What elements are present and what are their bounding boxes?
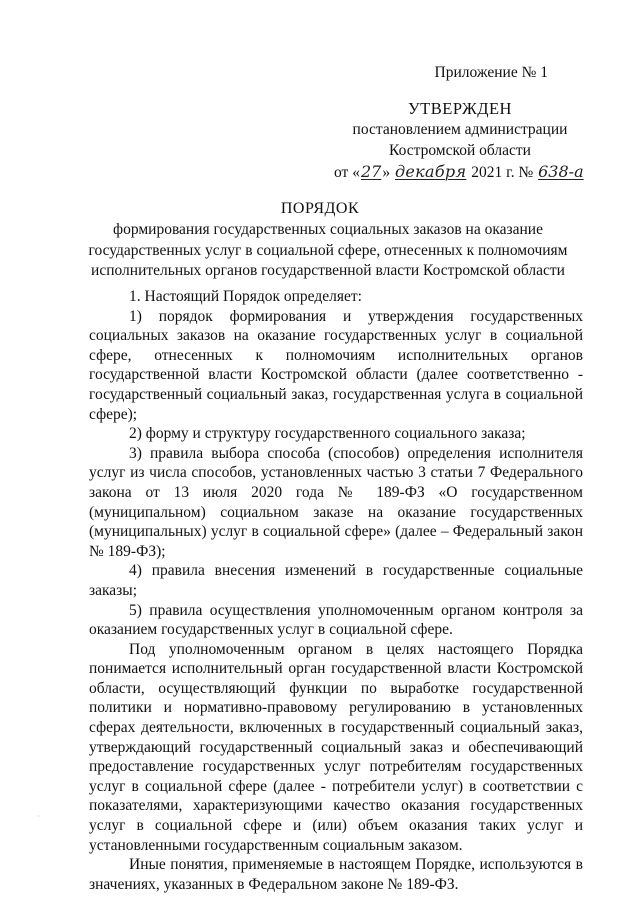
subtitle-line-2: государственных услуг в социальной сфере, отнесенных к полномочиям: [88, 241, 568, 259]
date-year: 2021 г. №: [471, 164, 534, 181]
approved-heading: УТВЕРЖДЕН: [408, 99, 512, 118]
document-subtitle: [78, 220, 578, 282]
paragraph-intro: 1. Настоящий Порядок определяет:: [129, 288, 362, 305]
paragraph-other-terms: Иные понятия, применяемые в настоящем Порядке, используются в значениях, указанных в Федеральном законе № 189-ФЗ.: [89, 856, 583, 893]
scan-artifact-mark: ·: [37, 812, 40, 821]
date-prefix: от «: [334, 164, 360, 181]
approval-block: [334, 98, 584, 183]
subtitle-line-3: исполнительных органов государственной власти Костромской области: [91, 262, 565, 279]
document-title: ПОРЯДОК: [280, 200, 360, 217]
date-quote-close: »: [382, 164, 391, 181]
paragraph-item-4: 4) правила внесения изменений в государственные социальные заказы;: [89, 562, 583, 599]
paragraph-item-5: 5) правила осуществления уполномоченным органом контроля за оказанием государственных услуг в социальной сфере.: [89, 601, 583, 639]
subtitle-line-1: формирования государственных социальных заказов на оказание: [113, 221, 543, 238]
paragraph-item-2: 2) форму и структуру государственного социального заказа;: [129, 425, 526, 443]
document-body: [89, 287, 583, 894]
appendix-label: Приложение № 1: [434, 64, 548, 81]
handwritten-month: декабря: [394, 162, 467, 181]
approved-by-line-2: Костромской области: [389, 142, 531, 159]
handwritten-decree-number: 638-а: [538, 162, 584, 181]
paragraph-item-1: 1) порядок формирования и утверждения государственных социальных заказов на оказание государственных услуг в социальной сфере, отнесенных к полномочиям исполнительных органов государственной власти Костромской области (далее соответственно - государственный социальный заказ, государственная услуга в социальной сфере);: [89, 307, 583, 423]
decree-date-line: [334, 161, 584, 183]
paragraph-item-3: 3) правила выбора способа (способов) определения исполнителя услуг из числа способов, установленных частью 3 статьи 7 Федерального закона от 13 июля 2020 года № 189-ФЗ «О государственном (муниципальном) социальном заказе на оказание государственных (муниципальных) услуг в социальной сфере» (далее – Федеральный закон № 189-ФЗ);: [89, 444, 583, 560]
handwritten-day: 27: [360, 162, 382, 181]
approved-by-line-1: постановлением администрации: [352, 121, 568, 138]
paragraph-authorized-body: Под уполномоченным органом в целях настоящего Порядка понимается исполнительный орган государственной власти Костромской области, осуществляющий функции по выработке государственной политики и нормативно-правовому регулированию в установленных сферах деятельности, включенных в государственный социальный заказ, утверждающий государственный социальный заказ и обеспечивающий предоставление государственных услуг потребителям государственных услуг в социальной сфере (далее - потребители услуг) в соответствии с показателями, характеризующими качество оказания государственных услуг в социальной сфере и (или) объем оказания таких услуг и установленными государственным социальным заказом.: [89, 640, 583, 854]
